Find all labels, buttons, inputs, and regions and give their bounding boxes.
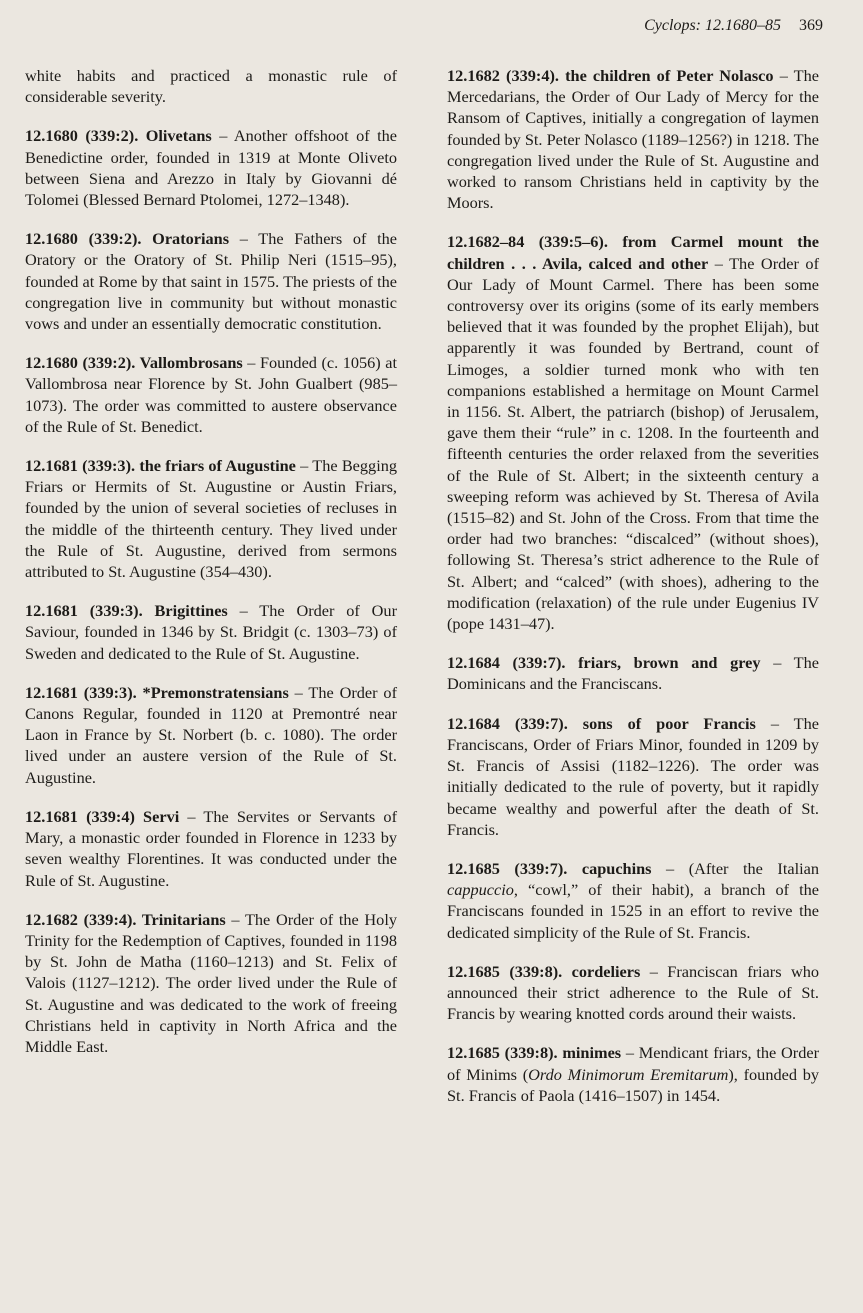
entry-vallombrosans bbox=[25, 352, 397, 437]
entry-text: – The Order of Our Lady of Mount Carmel. There has been some controversy over its origins (some of its early members believed that it was founded by the prophet Elijah), but apparently it was founded by Bertrand, count of Limoges, a soldier turned monk who with ten companions established a hermitage on Mount Carmel in 1156. St. Albert, the patriarch (bishop) of Jerusalem, gave them their “rule” in c. 1208. In the fourteenth and fifteenth centuries the order relaxed from the severities of the Rule of St. Albert; in the sixteenth century a sweeping reform was achieved by St. Theresa of Avila (1515–82) and St. John of the Cross. From that time the order had two branches: “discalced” (without shoes), following St. Theresa’s strict adherence to the Rule of St. Albert; and “calced” (with shoes), adhering to the modification (relaxation) of the rule under Eugenius IV (pope 1431–47). bbox=[447, 253, 819, 634]
entry-lemma: 12.1680 (339:2). Olivetans bbox=[25, 126, 212, 146]
entry-text: – The Order of the Holy Trinity for the Redemption of Captives, founded in 1198 by St. John de Matha (1160–1213) and St. Felix of Valois (1127–1212). The order lived under the Rule of St. Augustine and was dedicated to the work of freeing Christians held in captivity in North Africa and the Middle East. bbox=[25, 909, 397, 1056]
entry-text: – The Dominicans and the Franciscans. bbox=[447, 653, 819, 694]
entry-text: – (After the Italian bbox=[651, 858, 819, 878]
entry-text: – The Order of Canons Regular, founded in 1120 at Premontré near Laon in France by St. Norbert (b. c. 1080). The order lived under an austere version of the Rule of St. Augustine. bbox=[25, 682, 397, 787]
running-title: Cyclops: 12.1680–85 bbox=[644, 17, 781, 34]
entry-sons-of-francis bbox=[447, 713, 819, 840]
entry-lemma: 12.1681 (339:3). Brigittines bbox=[25, 601, 228, 621]
entry-continuation bbox=[25, 65, 397, 107]
entry-trinitarians bbox=[25, 909, 397, 1057]
entry-olivetans bbox=[25, 125, 397, 210]
entry-lemma: 12.1681 (339:4) Servi bbox=[25, 806, 180, 826]
entry-text: – Mendicant friars, the Order of Minims ( bbox=[447, 1043, 819, 1084]
left-column bbox=[25, 65, 397, 1075]
right-column bbox=[447, 65, 819, 1124]
entry-carmel bbox=[447, 231, 819, 634]
entry-lemma: 12.1682 (339:4). Trinitarians bbox=[25, 909, 226, 929]
running-header bbox=[644, 17, 823, 35]
page-number: 369 bbox=[799, 17, 823, 34]
entry-servi bbox=[25, 806, 397, 891]
entry-text: – The Mercedarians, the Order of Our Lady of Mercy for the Ransom of Captives, initially a congregation of laymen founded by St. Peter Nolasco (1189–1256?) in 1218. The congregation lived under the Rule of St. Augustine and worked to ransom Christians held in captivity by the Moors. bbox=[447, 66, 819, 213]
entry-lemma: 12.1680 (339:2). Vallombrosans bbox=[25, 353, 243, 373]
entry-friars-of-augustine bbox=[25, 455, 397, 582]
entry-text: – Franciscan friars who announced their strict adherence to the Rule of St. Francis by wearing knotted cords around their waists. bbox=[447, 961, 819, 1024]
entry-text-cont: , “cowl,” of their habit), a branch of the Franciscans founded in 1525 in an effort to revive the dedicated simplicity of the Rule of St. Francis. bbox=[447, 880, 819, 942]
entry-minimes bbox=[447, 1042, 819, 1106]
entry-italic-term: cappuccio bbox=[447, 880, 514, 900]
entry-text-cont: ), founded by St. Francis of Paola (1416–1507) in 1454. bbox=[447, 1064, 819, 1105]
entry-text: – The Begging Friars or Hermits of St. Augustine or Austin Friars, founded by the union of several societies of recluses in the middle of the thirteenth century. They lived under the Rule of St. Augustine, derived from sermons attributed to St. Augustine (354–430). bbox=[25, 456, 397, 582]
entry-text: – The Order of Our Saviour, founded in 1346 by St. Bridgit (c. 1303–73) of Sweden and dedicated to the Rule of St. Augustine. bbox=[25, 601, 397, 663]
entry-lemma: 12.1684 (339:7). friars, brown and grey bbox=[447, 653, 761, 673]
entry-lemma: 12.1685 (339:8). cordeliers bbox=[447, 961, 641, 981]
entry-lemma: 12.1685 (339:7). capuchins bbox=[447, 858, 652, 878]
entry-capuchins bbox=[447, 858, 819, 943]
entry-text: – The Fathers of the Oratory or the Oratory of St. Philip Neri (1515–95), founded at Rome by that saint in 1575. The priests of the congregation live in community but without monastic vows and under an essentially democratic constitution. bbox=[25, 229, 397, 334]
entry-brigittines bbox=[25, 600, 397, 664]
entry-text: white habits and practiced a monastic rule of considerable severity. bbox=[25, 66, 397, 107]
entry-lemma: 12.1684 (339:7). sons of poor Francis bbox=[447, 713, 756, 733]
entry-lemma: 12.1682 (339:4). the children of Peter Nolasco bbox=[447, 66, 774, 85]
entry-italic-term: Ordo Minimorum Eremitarum bbox=[528, 1064, 729, 1084]
entry-premonstratensians bbox=[25, 682, 397, 788]
entry-lemma: 12.1681 (339:3). the friars of Augustine bbox=[25, 456, 296, 476]
entry-text: – Another offshoot of the Benedictine order, founded in 1319 at Monte Oliveto between Siena and Arezzo in Italy by Giovanni dé Tolomei (Blessed Bernard Ptolomei, 1272–1348). bbox=[25, 126, 398, 210]
entry-text: – The Servites or Servants of Mary, a monastic order founded in Florence in 1233 by seven wealthy Florentines. It was conducted under the Rule of St. Augustine. bbox=[25, 806, 397, 890]
entry-lemma: 12.1685 (339:8). minimes bbox=[447, 1043, 622, 1063]
entry-friars-brown-grey bbox=[447, 652, 819, 694]
entry-lemma: 12.1680 (339:2). Oratorians bbox=[25, 229, 230, 249]
entry-lemma: 12.1682–84 (339:5–6). from Carmel mount the children . . . Avila, calced and other bbox=[447, 232, 819, 273]
entry-lemma: 12.1681 (339:3). *Premonstratensians bbox=[25, 682, 289, 702]
entry-text: – The Franciscans, Order of Friars Minor, founded in 1209 by St. Francis of Assisi (1182–1226). The order was initially dedicated to the rule of poverty, but it rapidly became wealthy and powerful after the death of St. Francis. bbox=[447, 713, 819, 839]
entry-cordeliers bbox=[447, 961, 819, 1025]
entry-oratorians bbox=[25, 228, 397, 334]
entry-peter-nolasco bbox=[447, 65, 819, 213]
entry-text: – Founded (c. 1056) at Vallombrosa near Florence by St. John Gualbert (985–1073). The order was committed to austere observance of the Rule of St. Benedict. bbox=[25, 353, 398, 436]
